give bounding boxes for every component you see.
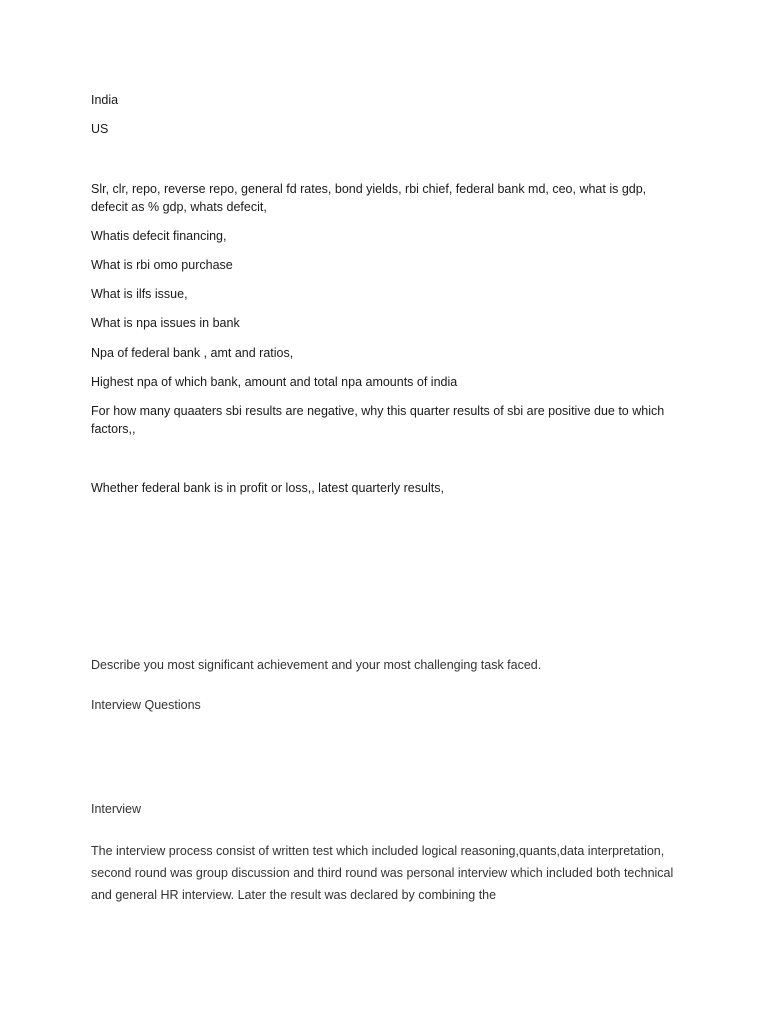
line-ilfs: What is ilfs issue, [91, 287, 188, 301]
interview-body: The interview process consist of written test which included logical reasoning,quants,data interpretation, second round was group discussion and third round was personal interview which included both technical and general HR interview. Later the result was declared by combining the [91, 844, 674, 902]
interview-heading: Interview [91, 802, 142, 816]
line-highest-npa: Highest npa of which bank, amount and total npa amounts of india [91, 375, 458, 389]
line-achievement: Describe you most significant achievement and your most challenging task faced. [91, 658, 542, 672]
interview-questions-heading: Interview Questions [91, 698, 201, 712]
line-federal-profit: Whether federal bank is in profit or loss,, latest quarterly results, [91, 481, 444, 495]
line-rbi-omo: What is rbi omo purchase [91, 258, 233, 272]
line-us: US [91, 122, 109, 136]
line-india: India [91, 93, 119, 107]
line-topics: Slr, clr, repo, reverse repo, general fd rates, bond yields, rbi chief, federal bank md, ceo, what is gdp, defecit as % gdp, whats defecit, [91, 182, 647, 214]
line-defecit-financing: Whatis defecit financing, [91, 229, 227, 243]
line-npa-issues: What is npa issues in bank [91, 316, 240, 330]
line-npa-federal: Npa of federal bank , amt and ratios, [91, 346, 294, 360]
line-sbi-results: For how many quaaters sbi results are negative, why this quarter results of sbi are positive due to which factors,, [91, 404, 665, 436]
